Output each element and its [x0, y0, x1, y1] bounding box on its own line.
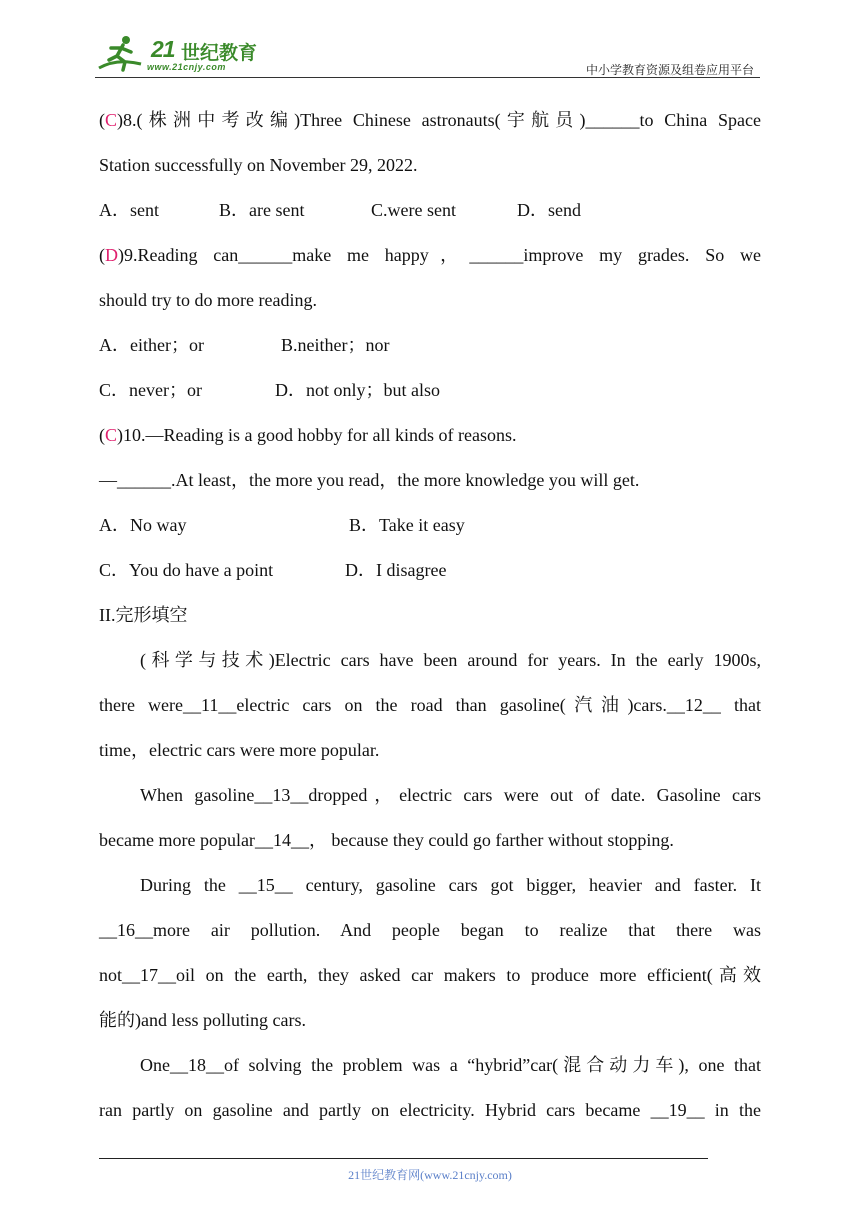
q10-option-a: A．No way: [99, 515, 187, 535]
passage-p3-line-3: [99, 953, 761, 998]
blank-13: __13__: [254, 785, 309, 805]
blank-18: __18__: [170, 1055, 224, 1075]
blank-11: __11__: [183, 695, 237, 715]
blank-19: __19__: [650, 1100, 705, 1120]
q9-stem: 9.Reading can______make me happy，______improve my grades. So we: [124, 245, 761, 265]
q9-option-b: B.neither；nor: [281, 335, 390, 355]
text-span: more air pollution. And people began to realize that there was: [153, 920, 761, 940]
text-span: ， because they could go farther without stopping.: [308, 830, 674, 850]
blank-12: __12__: [666, 695, 721, 715]
passage-p1-line-2: [99, 683, 761, 728]
text-span: not: [99, 965, 123, 985]
text-span: there were: [99, 695, 184, 715]
q9-options-cd: [99, 368, 761, 413]
text-span: One: [140, 1055, 170, 1075]
logo-title: 世纪教育: [181, 42, 258, 64]
q9-line-2: should try to do more reading.: [99, 290, 317, 310]
q8-answer: C: [105, 110, 118, 130]
text-span: in the: [714, 1100, 761, 1120]
q9-option-a: A．either；or: [99, 335, 204, 355]
q9-option-c: C．never；or: [99, 380, 202, 400]
q9-answer: D: [105, 245, 118, 265]
q8-option-c: C.were sent: [371, 200, 456, 220]
blank-16: __16__: [99, 920, 153, 940]
q9-options-ab: [99, 323, 761, 368]
q10-stem: 10.—Reading is a good hobby for all kinds of reasons.: [123, 425, 517, 445]
text-span: that: [734, 695, 761, 715]
passage-p1-line-1: (科学与技术)Electric cars have been around for years. In the early 1900s,: [140, 650, 761, 670]
q10-answer: C: [105, 425, 118, 445]
header-platform-text: 中小学教育资源及组卷应用平台: [585, 63, 754, 77]
q10-options-cd: [99, 548, 761, 593]
q9-option-d: D．not only；but also: [275, 380, 440, 400]
text-span: became more popular: [99, 830, 255, 850]
logo-number: 21: [151, 36, 175, 62]
text-span: century, gasoline cars got bigger, heavier and faster. It: [305, 875, 762, 895]
q9-line-1: (D)9.Reading can______make me happy，______improve my grades. So we: [99, 245, 761, 265]
q10-line-1: (C)10.—Reading is a good hobby for all kinds of reasons.: [99, 425, 517, 445]
footer-text: 21世纪教育网(www.21cnjy.com): [348, 1168, 512, 1182]
text-span: of solving the problem was a “hybrid”car(混合动力车), one that: [224, 1055, 761, 1075]
text-span: When gasoline: [140, 785, 255, 805]
q10-options-ab: [99, 503, 761, 548]
passage-p3-line-1: [99, 863, 761, 908]
footer-divider: [99, 1158, 708, 1159]
page-header: [95, 34, 760, 78]
q8-stem: 8.(株洲中考改编)Three Chinese astronauts(宇航员)______to China Space: [123, 110, 761, 130]
passage-p1-line-3: time，electric cars were more popular.: [99, 740, 380, 760]
q8-line-1: (C)8.(株洲中考改编)Three Chinese astronauts(宇航员)______to China Space: [99, 110, 761, 130]
passage-p2-line-1: [99, 773, 761, 818]
runner-logo-icon: [95, 34, 151, 74]
q10-line-2: —______.At least，the more you read，the more knowledge you will get.: [99, 470, 640, 490]
q8-option-a: A．sent: [99, 200, 159, 220]
blank-17: __17__: [122, 965, 177, 985]
q10-option-c: C．You do have a point: [99, 560, 274, 580]
header-divider: [95, 77, 760, 78]
q8-option-b: B．are sent: [219, 200, 305, 220]
q8-options: [99, 188, 761, 233]
logo-url: www.21cnjy.com: [147, 62, 226, 72]
document-body: [99, 98, 761, 1133]
text-span: dropped，electric cars were out of date. Gasoline cars: [308, 785, 761, 805]
logo: [95, 34, 265, 76]
passage-p4-line-2: [99, 1088, 761, 1133]
q8-line-2: Station successfully on November 29, 2022.: [99, 155, 418, 175]
blank-15: __15__: [238, 875, 293, 895]
q10-option-b: B．Take it easy: [349, 515, 465, 535]
text-span: ran partly on gasoline and partly on electricity. Hybrid cars became: [99, 1100, 641, 1120]
passage-p3-line-4: 能的)and less polluting cars.: [99, 1010, 306, 1030]
passage-p4-line-1: [99, 1043, 761, 1088]
text-span: electric cars on the road than gasoline(汽油)cars.: [236, 695, 667, 715]
text-span: oil on the earth, they asked car makers to produce more efficient(高效: [176, 965, 761, 985]
passage-p3-line-2: [99, 908, 761, 953]
passage-p2-line-2: [99, 818, 761, 863]
section-title: II.完形填空: [99, 605, 188, 625]
blank-14: __14__: [254, 830, 309, 850]
q8-option-d: D．send: [517, 200, 581, 220]
q10-option-d: D．I disagree: [345, 560, 447, 580]
text-span: During the: [140, 875, 226, 895]
